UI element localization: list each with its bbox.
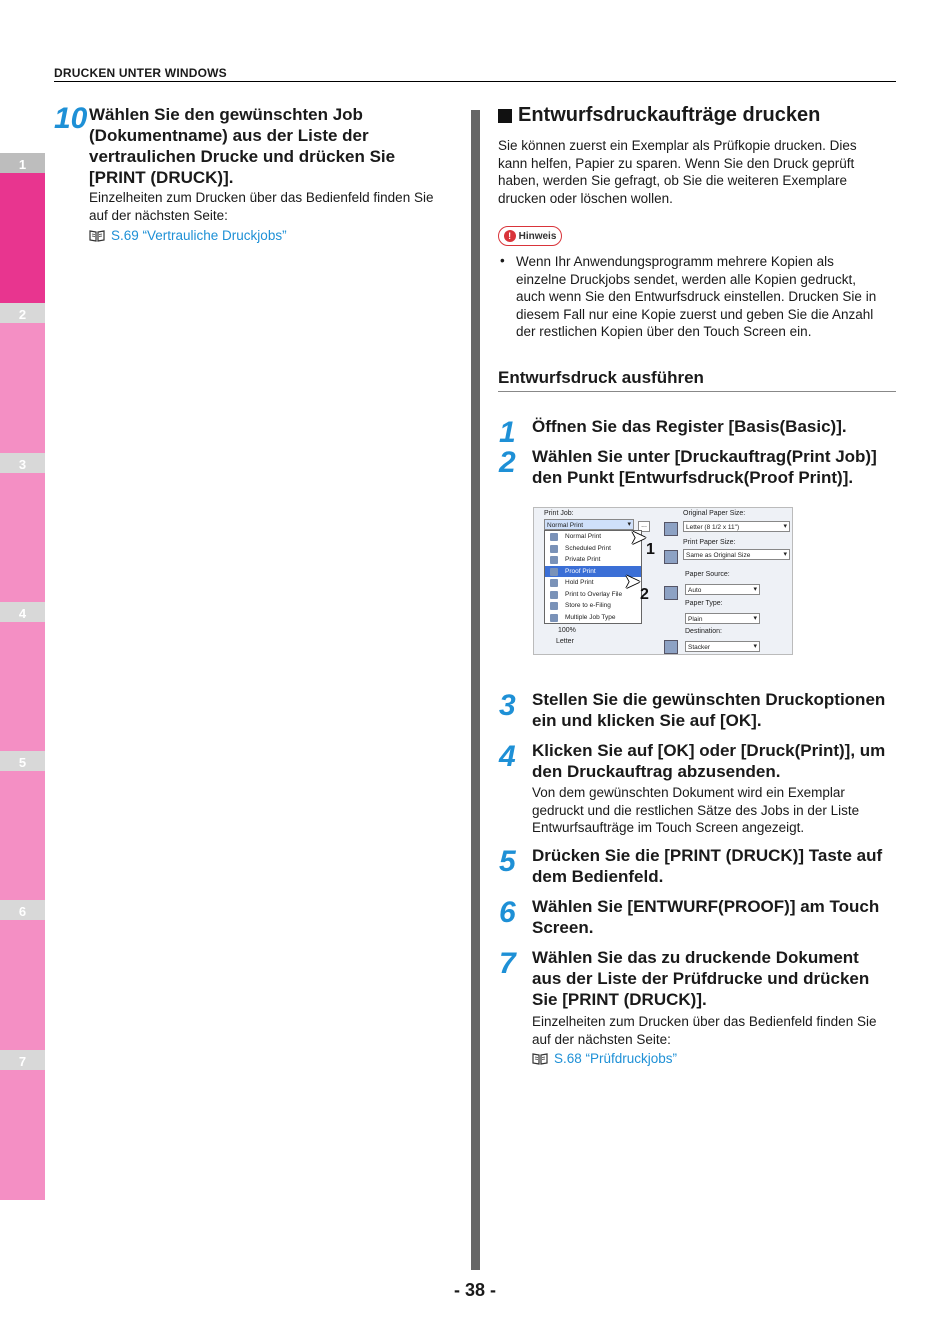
step-number: 7 xyxy=(499,947,516,980)
destination-icon xyxy=(664,640,678,654)
step-body: Von dem gewünschten Dokument wird ein Exemplar gedruckt und die restlichen Sätze des Jobs in der Liste Entwurfsaufträge im Touch Screen angezeigt. xyxy=(532,785,860,835)
dropdown-item[interactable]: Print to Overlay File xyxy=(545,589,641,601)
print-job-label: Print Job: xyxy=(544,510,574,517)
step-number: 3 xyxy=(499,689,516,722)
chapter-tab-label: 1 xyxy=(18,157,27,172)
paper-tray-icon xyxy=(664,586,678,600)
step-number: 5 xyxy=(499,845,516,878)
print-paper-size-select[interactable]: Same as Original Size ▾ xyxy=(683,549,790,560)
section-intro: Sie können zuerst ein Exemplar als Prüfkopie drucken. Dies kann helfen, Papier zu sparen. Wenn Sie den Druck geprüft haben, werden Sie gefragt, ob Sie die weiteren Exemplare drucken oder löschen wollen. xyxy=(498,138,857,206)
more-button[interactable]: ... xyxy=(638,521,650,532)
callout-number: 2 xyxy=(640,586,649,603)
chapter-tab-3[interactable] xyxy=(0,453,45,603)
callout-number: 1 xyxy=(646,541,655,558)
reference-link[interactable] xyxy=(89,228,287,243)
dropdown-item[interactable]: Hold Print xyxy=(545,577,641,589)
dropdown-item[interactable]: Store to e-Filing xyxy=(545,600,641,612)
clock-icon xyxy=(550,545,558,553)
print-job-select[interactable]: Normal Print ▾ xyxy=(544,519,634,530)
subsection-rule xyxy=(498,391,896,392)
destination-select[interactable]: Stacker ▾ xyxy=(685,641,760,652)
step-number: 4 xyxy=(499,740,516,773)
reference-link-text[interactable]: S.69 “Vertrauliche Druckjobs” xyxy=(111,228,287,243)
key-icon xyxy=(550,556,558,564)
book-icon xyxy=(532,1053,548,1065)
book-icon xyxy=(89,230,105,242)
dropdown-item-selected[interactable]: Proof Print xyxy=(545,566,641,578)
mouse-pointer-icon: ➤ xyxy=(624,571,641,593)
chapter-tab-label: 2 xyxy=(18,307,27,322)
running-header: DRUCKEN UNTER WINDOWS xyxy=(54,66,227,80)
step-body: Einzelheiten zum Drucken über das Bedienfeld finden Sie auf der nächsten Seite: xyxy=(532,1014,877,1047)
efiling-icon xyxy=(550,602,558,610)
paper-source-label: Paper Source: xyxy=(685,571,730,578)
chapter-tab-5[interactable] xyxy=(0,751,45,901)
step-title: Drücken Sie die [PRINT (DRUCK)] Taste auf dem Bedienfeld. xyxy=(532,846,883,886)
dropdown-item[interactable]: Private Print xyxy=(545,554,641,566)
paper-size-icon xyxy=(664,522,678,536)
header-rule xyxy=(54,81,896,82)
step-title: Öffnen Sie das Register [Basis(Basic)]. xyxy=(532,417,847,436)
step-title: Stellen Sie die gewünschten Druckoptionen ein und klicken Sie auf [OK]. xyxy=(532,690,886,730)
section-title: Entwurfsdruckaufträge drucken xyxy=(498,104,820,127)
reference-link-text[interactable]: S.68 “Prüfdruckjobs” xyxy=(554,1051,678,1066)
document-icon xyxy=(550,533,558,541)
note-badge: ! Hinweis xyxy=(498,226,562,246)
print-size-icon xyxy=(664,550,678,564)
paper-type-select[interactable]: Plain ▾ xyxy=(685,613,760,624)
note-bullet-text: Wenn Ihr Anwendungsprogramm mehrere Kopien als einzelne Druckjobs sendet, werden alle Kopien gedruckt, auch wenn Sie den Entwurfsdruck einstellen. Drucken Sie in diesem Fall nur eine Kopie zuerst und geben Sie die Anzahl der restlichen Kopien über den Touch Screen ein. xyxy=(516,254,877,339)
paper-source-select[interactable]: Auto ▾ xyxy=(685,584,760,595)
step-title: Klicken Sie auf [OK] oder [Druck(Print)], um den Druckauftrag abzusenden. xyxy=(532,741,886,781)
chapter-tab-7[interactable] xyxy=(0,1050,45,1200)
step-number: 10 xyxy=(54,102,88,135)
overlay-icon xyxy=(550,591,558,599)
page-number: - 38 - xyxy=(453,1280,496,1300)
chapter-tab-1[interactable] xyxy=(0,153,45,303)
destination-label: Destination: xyxy=(685,628,722,635)
chapter-tab-4[interactable] xyxy=(0,602,45,752)
reference-link[interactable] xyxy=(532,1051,677,1066)
step-number: 2 xyxy=(499,446,516,479)
chapter-tab-label: 4 xyxy=(18,606,27,621)
exclamation-icon: ! xyxy=(504,230,516,242)
chapter-tab-label: 5 xyxy=(18,755,27,770)
note-bullet-marker: • xyxy=(500,253,505,268)
step-number: 1 xyxy=(499,416,516,449)
chapter-tab-6[interactable] xyxy=(0,900,45,1050)
chapter-tab-2[interactable] xyxy=(0,303,45,453)
subsection-title: Entwurfsdruck ausführen xyxy=(498,368,704,387)
dropdown-item[interactable]: Scheduled Print xyxy=(545,543,641,555)
dropdown-item[interactable]: Multiple Job Type xyxy=(545,612,641,624)
original-paper-size-select[interactable]: Letter (8 1/2 x 11") ▾ xyxy=(683,521,790,532)
step-title: Wählen Sie [ENTWURF(PROOF)] am Touch Screen. xyxy=(532,897,880,937)
step-title: Wählen Sie das zu druckende Dokument aus der Liste der Prüfdrucke und drücken Sie [PRINT (DRUCK)]. xyxy=(532,948,870,1009)
chapter-tab-label: 3 xyxy=(18,457,27,472)
mouse-pointer-icon: ➤ xyxy=(630,527,647,549)
step-title: Wählen Sie unter [Druckauftrag(Print Job)] den Punkt [Entwurfsdruck(Proof Print)]. xyxy=(532,447,877,487)
chapter-tab-label: 7 xyxy=(18,1054,27,1069)
print-dialog-screenshot xyxy=(533,507,793,655)
print-paper-size-label: Print Paper Size: xyxy=(683,539,736,546)
hold-icon xyxy=(550,579,558,587)
letter-preview-label: Letter xyxy=(556,638,574,645)
paper-type-label: Paper Type: xyxy=(685,600,723,607)
column-divider xyxy=(471,110,480,1270)
original-paper-size-label: Original Paper Size: xyxy=(683,510,746,517)
zoom-value: 100% xyxy=(558,627,576,634)
dropdown-item[interactable]: Normal Print xyxy=(545,531,641,543)
chapter-tab-label: 6 xyxy=(18,904,27,919)
step-title: Wählen Sie den gewünschten Job (Dokumentname) aus der Liste der vertraulichen Drucke und drücken Sie [PRINT (DRUCK)]. xyxy=(89,105,396,187)
step-number: 6 xyxy=(499,896,516,929)
square-bullet-icon xyxy=(498,109,512,123)
multiple-job-icon xyxy=(550,614,558,622)
step-body: Einzelheiten zum Drucken über das Bedienfeld finden Sie auf der nächsten Seite: xyxy=(89,190,434,223)
document-icon xyxy=(550,568,558,576)
